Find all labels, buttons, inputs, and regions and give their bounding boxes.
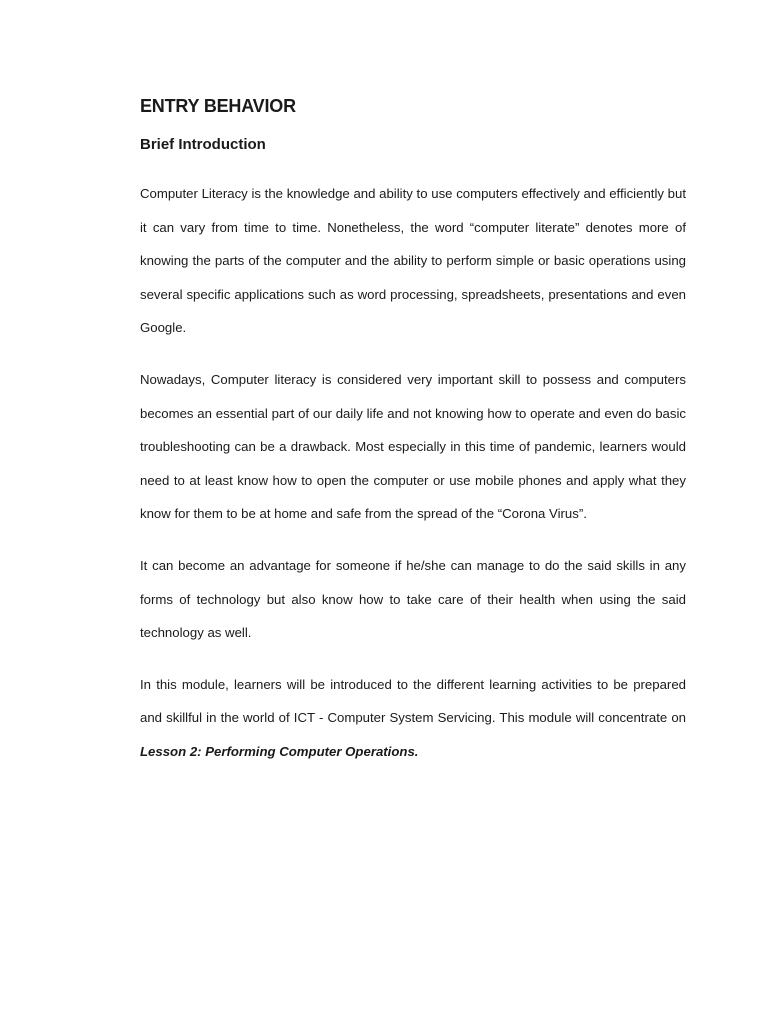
paragraph-module-text: In this module, learners will be introduced to the different learning activities to be prepared and skillful in the world of ICT - Computer System Servicing. This module will concentrate on	[140, 676, 686, 726]
lesson-title-period: .	[414, 743, 419, 759]
lesson-title-emphasis: Lesson 2: Performing Computer Operations	[140, 743, 415, 759]
document-page	[140, 94, 686, 769]
paragraph-computer-literacy: Computer Literacy is the knowledge and ability to use computers effectively and efficiently but it can vary from time to time. Nonetheless, the word “computer literate” denotes more of knowing the parts of the computer and the ability to perform simple or basic operations using several specific applications such as word processing, spreadsheets, presentations and even Google.	[140, 186, 686, 336]
paragraph-nowadays: Nowadays, Computer literacy is considered very important skill to possess and computers becomes an essential part of our daily life and not knowing how to operate and even do basic troubleshooting can be a drawback. Most especially in this time of pandemic, learners would need to at least know how to open the computer or use mobile phones and apply what they know for them to be at home and safe from the spread of the “Corona Virus”.	[140, 371, 686, 522]
paragraph-advantage: It can become an advantage for someone if he/she can manage to do the said skills in any forms of technology but also know how to take care of their health when using the said technology as well.	[140, 557, 686, 641]
section-subtitle: Brief Introduction	[140, 136, 266, 153]
page-title: ENTRY BEHAVIOR	[140, 96, 296, 116]
paragraph-module	[140, 668, 686, 769]
